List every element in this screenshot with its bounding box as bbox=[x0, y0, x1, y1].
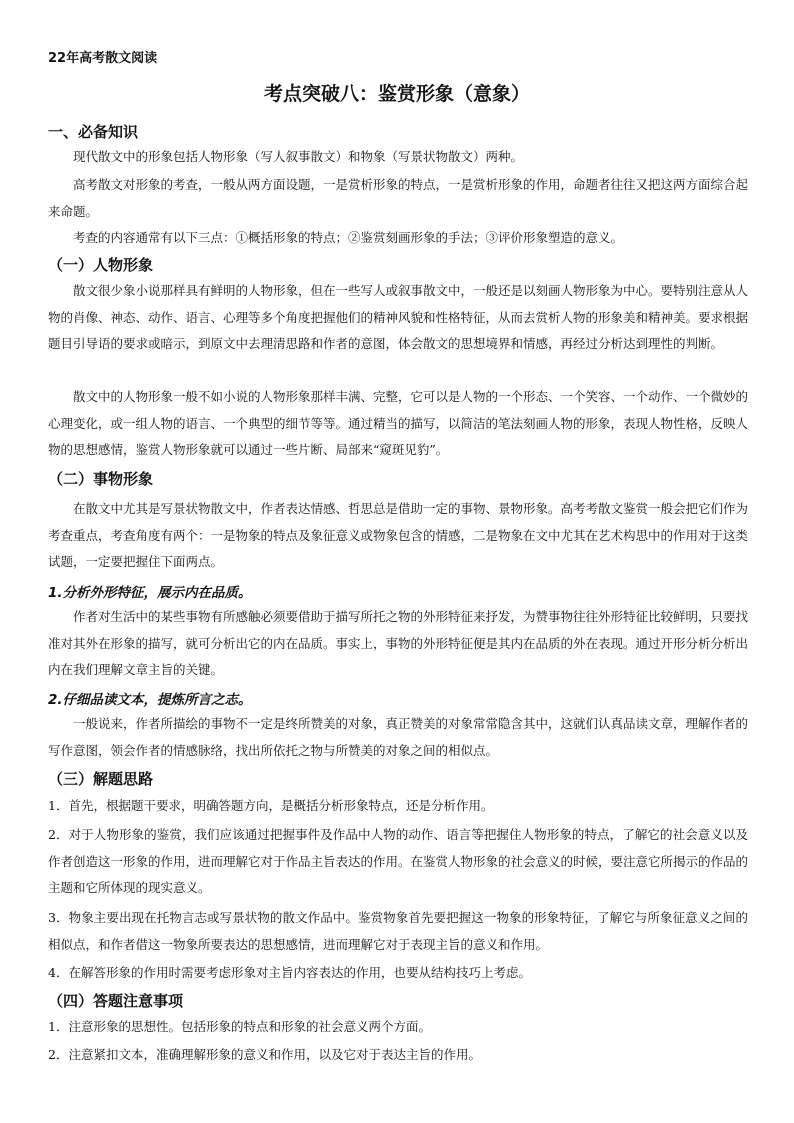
point-2-heading: 2.仔细品读文本，提炼所言之志。 bbox=[48, 692, 252, 708]
idea-item-2: 2．对于人物形象的鉴赏，我们应该通过把握事件及作品中人物的动作、语言等把握住人物形象的特点，了解它的社会意义以及作者创造这一形象的作用，进而理解它对于作品主旨表达的作用。在鉴赏人物形象的社会意义的时候，要注意它所揭示的作品的主题和它所体现的现实意义。 bbox=[48, 827, 749, 895]
subheading-people: （一）人物形象 bbox=[48, 256, 154, 274]
paragraph-2: 高考散文对形象的考查，一般从两方面设题，一是赏析形象的特点，一是赏析形象的作用，命题者往往又把这两方面综合起来命题。 bbox=[48, 177, 749, 219]
idea-item-1: 1．首先，根据题干要求，明确答题方向，是概括分析形象特点，还是分析作用。 bbox=[48, 798, 494, 813]
subheading-ideas: （三）解题思路 bbox=[48, 770, 154, 788]
paragraph-5: 散文中的人物形象一般不如小说的人物形象那样丰满、完整，它可以是人物的一个形态、一个笑容、一个动作、一个微妙的心理变化，或一组人物的语言、一个典型的细节等等。通过精当的描写，以简洁的笔法刻画人物的形象，表现人物性格，反映人物的思想感情，鉴赏人物形象就可以通过一些片断、局部来“窥斑见豹”。 bbox=[48, 389, 749, 457]
paragraph-8: 一般说来，作者所描绘的事物不一定是终所赞美的对象，真正赞美的对象常常隐含其中，这就们认真品读文章，理解作者的写作意图，领会作者的情感脉络，找出所依托之物与所赞美的对象之间的相似点。 bbox=[48, 716, 749, 758]
subheading-notes: （四）答题注意事项 bbox=[48, 992, 184, 1010]
section-heading-knowledge: 一、必备知识 bbox=[48, 123, 139, 141]
paragraph-1: 现代散文中的形象包括人物形象（写人叙事散文）和物象（写景状物散文）两种。 bbox=[73, 149, 524, 164]
point-1-heading: 1.分析外形特征，展示内在品质。 bbox=[48, 585, 252, 601]
idea-item-3: 3．物象主要出现在托物言志或写景状物的散文作品中。鉴赏物象首先要把握这一物象的形象特征，了解它与所象征意义之间的相似点，和作者借这一物象所要表达的思想感情，进而理解它对于表现主旨的意义和作用。 bbox=[48, 910, 748, 952]
page-title: 考点突破八：鉴赏形象（意象） bbox=[263, 83, 530, 105]
paragraph-7: 作者对生活中的某些事物有所感触必须要借助于描写所托之物的外形特征来抒发，为赞事物往往外形特征比较鲜明，只要找准对其外在形象的描写，就可分析出它的内在品质。事实上，事物的外形特征便是其内在品质的外在表现。通过开形分析分析出内在我们理解文章主旨的关键。 bbox=[48, 609, 749, 677]
document-header: 22年高考散文阅读 bbox=[48, 51, 158, 66]
note-item-2: 2．注意紧扣文本，准确理解形象的意义和作用，以及它对于表达主旨的作用。 bbox=[48, 1047, 481, 1062]
paragraph-4: 散文很少象小说那样具有鲜明的人物形象，但在一些写人或叙事散文中，一般还是以刻画人物形象为中心。要特别注意从人物的肖像、神态、动作、语言、心理等多个角度把握他们的精神风貌和性格特征，从而去赏析人物的形象美和精神美。要求根据题目引导语的要求或暗示，到原文中去理清思路和作者的意图，体会散文的思想境界和情感，再经过分析达到理性的判断。 bbox=[48, 283, 749, 351]
paragraph-6: 在散文中尤其是写景状物散文中，作者表达情感、哲思总是借助一定的事物、景物形象。高考考散文鉴赏一般会把它们作为考查重点，考查角度有两个：一是物象的特点及象征意义或物象包含的情感，二是物象在文中尤其在艺术构思中的作用对于这类试题，一定要把握住下面两点。 bbox=[48, 501, 749, 569]
note-item-1: 1．注意形象的思想性。包括形象的特点和形象的社会意义两个方面。 bbox=[48, 1019, 431, 1034]
idea-item-4: 4．在解答形象的作用时需要考虑形象对主旨内容表达的作用，也要从结构技巧上考虑。 bbox=[48, 965, 531, 980]
subheading-things: （二）事物形象 bbox=[48, 470, 154, 488]
paragraph-3: 考查的内容通常有以下三点：①概括形象的特点；②鉴赏刻画形象的手法；③评价形象塑造的意义。 bbox=[73, 230, 624, 245]
